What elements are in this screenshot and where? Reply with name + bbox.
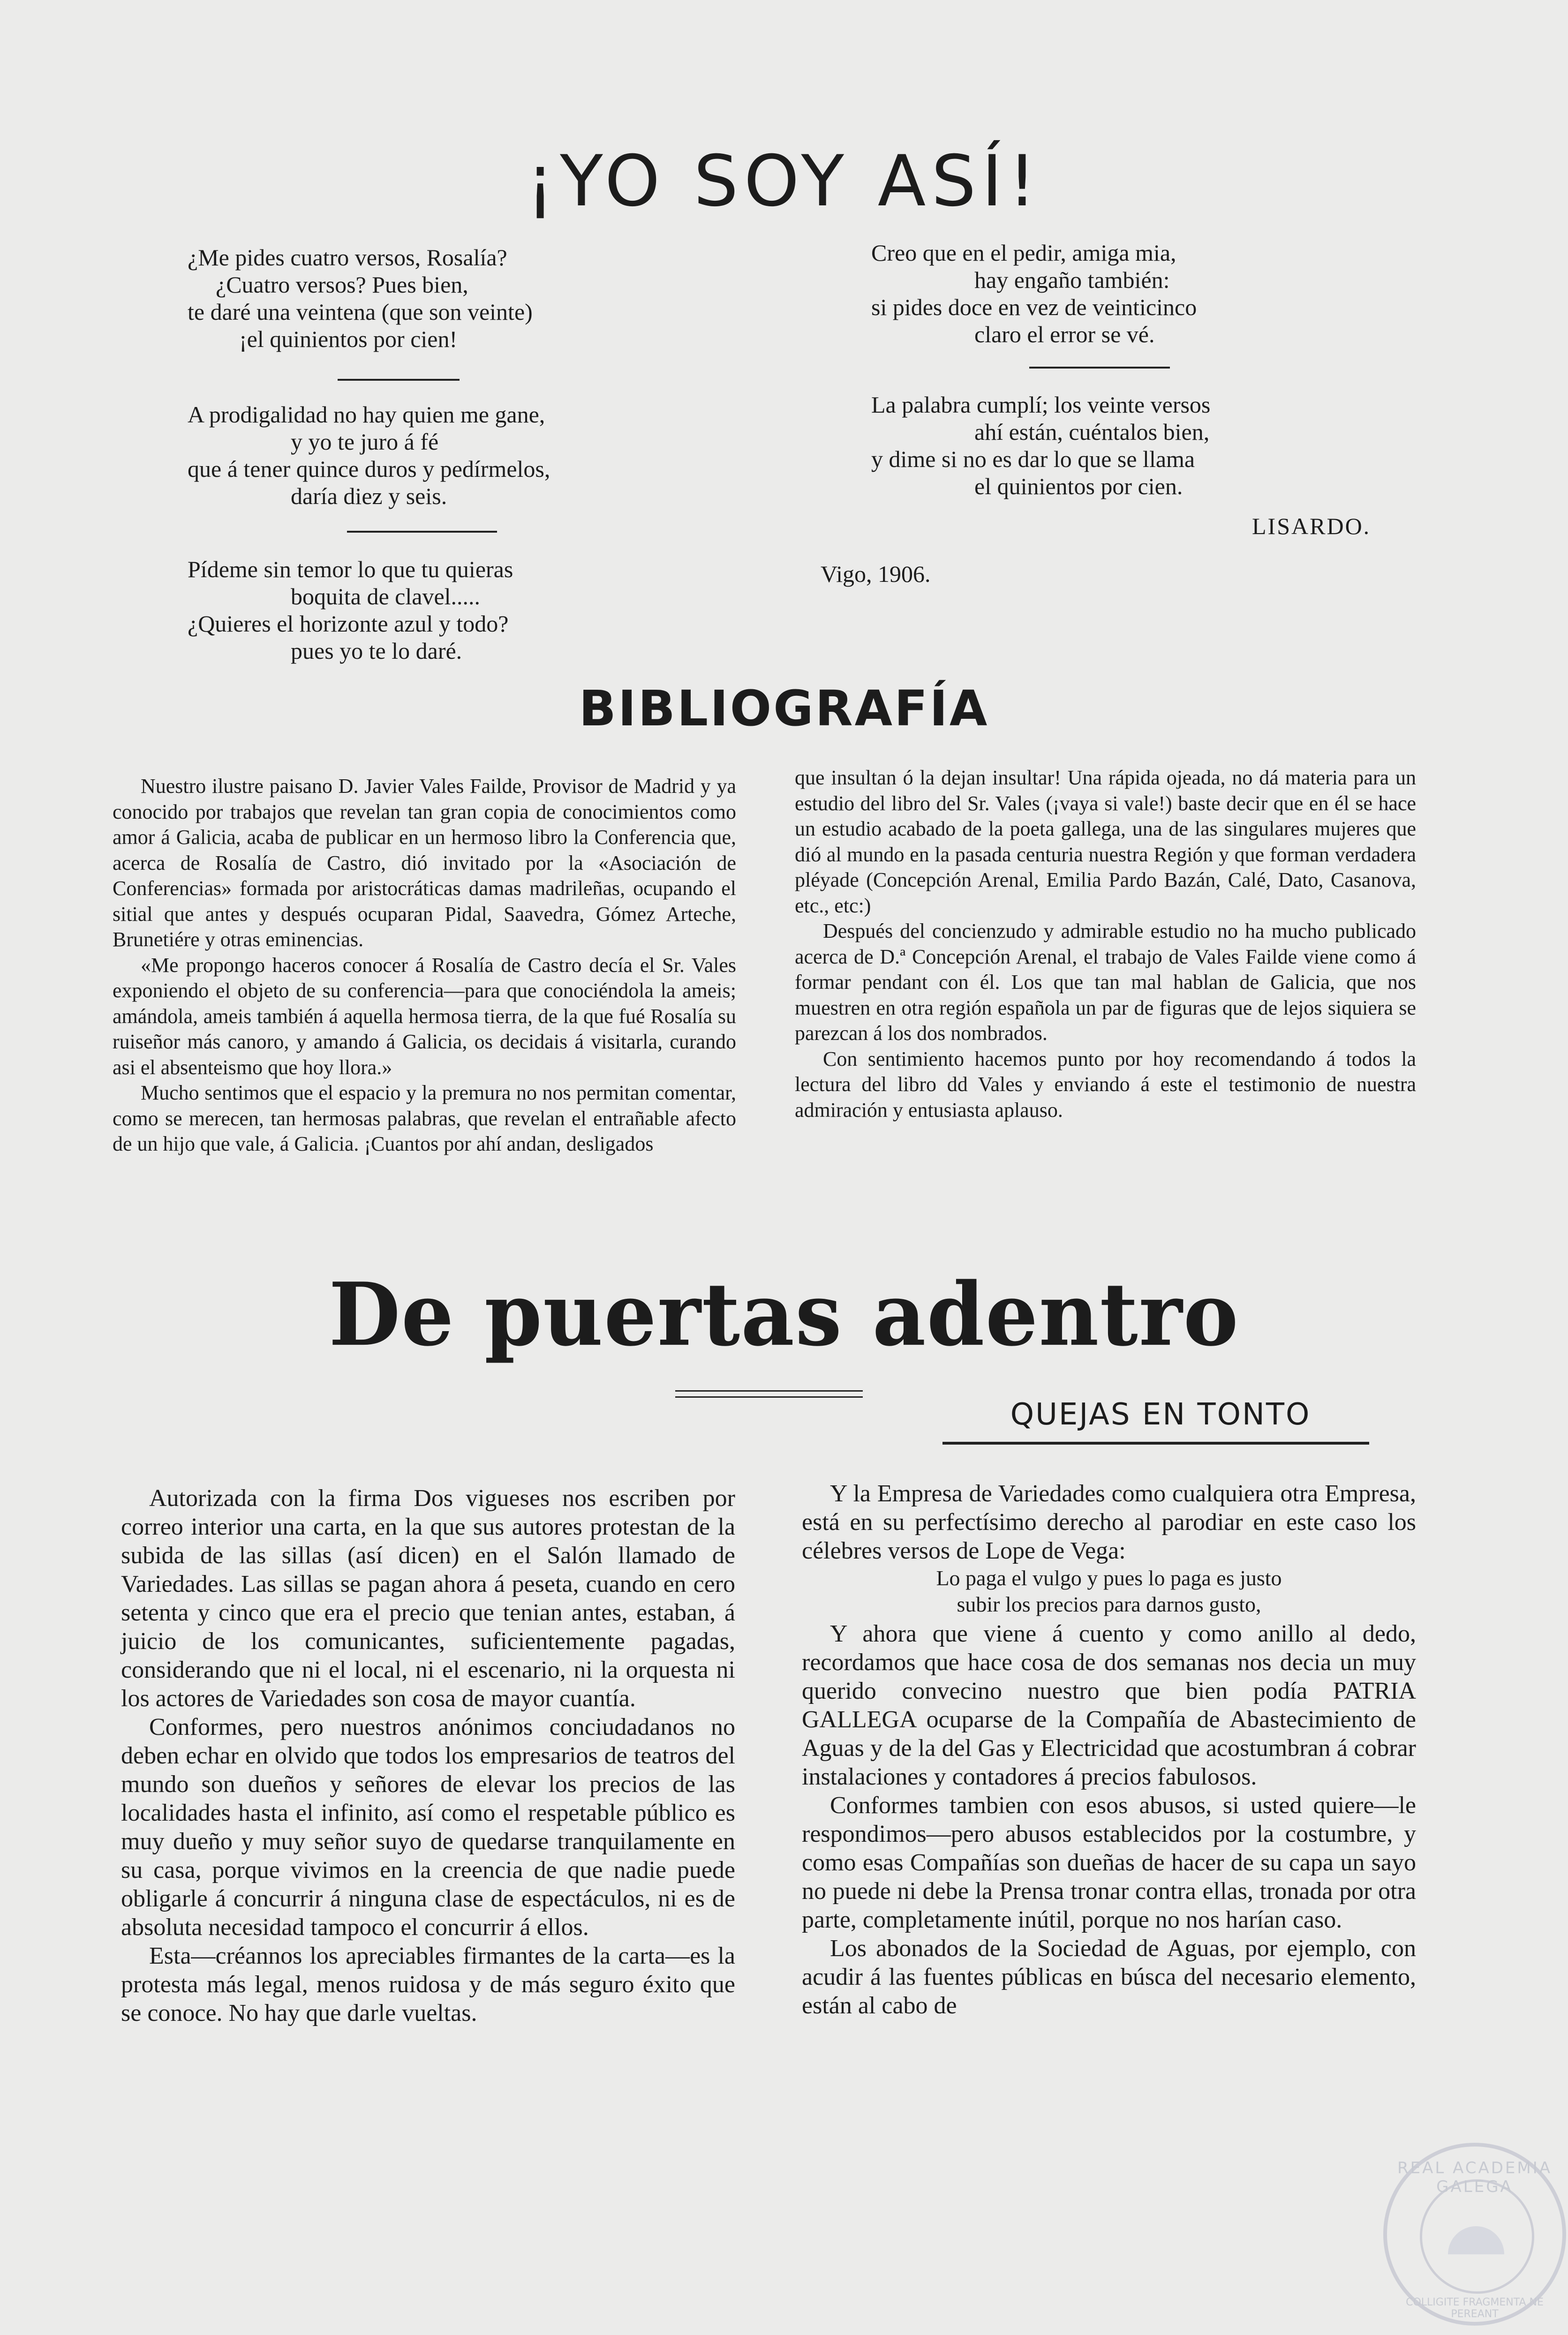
paragraph: Los abonados de la Sociedad de Aguas, por ejemplo, con acudir á las fuentes públicas en búsca del necesario elemento, están al cabo de <box>802 1935 1416 2019</box>
quote-line: subir los precios para darnos gusto, <box>957 1592 1261 1616</box>
verse-line: daría diez y seis. <box>291 483 447 509</box>
paragraph: Con sentimiento hacemos punto por hoy recomendando á todos la lectura del libro dd Vales y enviando á este el testimonio de nuestra admiración y entusiasta aplauso. <box>795 1047 1416 1122</box>
stanza-divider <box>347 531 497 533</box>
stamp-text-top: REAL ACADEMIA GALEGA <box>1397 2159 1553 2196</box>
paragraph: Y ahora que viene á cuento y como anillo al dedo, recordamos que hace cosa de dos semanas nos decia un muy querido convecino nuestro que bien podía PATRIA GALLEGA ocuparse de la Compañía de Abastecimiento de Aguas y de la del Gas y Electricidad que acostumbran á cobrar instalaciones y contadores á precios fabulosos. <box>802 1620 1416 1790</box>
paragraph: Nuestro ilustre paisano D. Javier Vales Failde, Provisor de Madrid y ya conocido por trabajos que revelan tan gran copia de conocimientos como amor á Galicia, acaba de publicar en un hermoso libro la Conferencia que, acerca de Rosalía de Castro, dió invitado por la «Asociación de Conferencias» formada por aristocráticas damas madrileñas, ocupando el sitial que antes y después ocuparan Pidal, Saavedra, Gómez Arteche, Brunetiére y otras eminencias. <box>113 775 736 951</box>
verse-line: claro el error se vé. <box>974 321 1155 347</box>
section-subtitle: QUEJAS EN TONTO <box>1010 1397 1311 1432</box>
poem-author: LISARDO. <box>1252 513 1371 539</box>
poem-right-stanza-1 <box>871 239 1197 348</box>
verse-line: ¡el quinientos por cien! <box>239 326 458 352</box>
stamp-text-bottom: COLLIGITE FRAGMENTA NE PEREANT <box>1406 2297 1544 2320</box>
verse-line: que á tener quince duros y pedírmelos, <box>188 456 550 482</box>
library-stamp <box>1383 2143 1566 2326</box>
verse-line: La palabra cumplí; los veinte versos <box>871 392 1211 418</box>
verse-line: te daré una veintena (que son veinte) <box>188 299 533 325</box>
verse-line: ¿Me pides cuatro versos, Rosalía? <box>188 244 507 271</box>
paragraph: que insultan ó la dejan insultar! Una rápida ojeada, no dá materia para un estudio del libro del Sr. Vales (¡vaya si vale!) baste decir que en él se hace un estudio acabado de la poeta gallega, una de las singulares mujeres que dió al mundo en la pasada centuria nuestra Región y que forman verdadera pléyade (Concepción Arenal, Emilia Pardo Bazán, Calé, Dato, Casanova, etc., etc:) <box>795 766 1416 917</box>
poem-place-date: Vigo, 1906. <box>821 561 931 587</box>
bibliografia-left-column <box>113 774 736 1157</box>
verse-line: boquita de clavel..... <box>291 583 481 610</box>
bibliografia-right-column <box>795 765 1416 1123</box>
subtitle-underline <box>942 1442 1369 1445</box>
verse-line: si pides doce en vez de veinticinco <box>871 294 1197 320</box>
poem-left-stanza-1 <box>188 244 533 353</box>
title-rule-bottom <box>675 1396 863 1398</box>
bibliografia-title: BIBLIOGRAFÍA <box>579 680 989 737</box>
section-title: De puertas adentro <box>329 1263 1239 1366</box>
paragraph: Después del concienzudo y admirable estudio no ha mucho publicado acerca de D.ª Concepción Arenal, el trabajo de Vales Failde viene como á formar pendant con él. Los que tan mal hablan de Galicia, que nos muestren en otra región española un par de figuras que de lejos siquiera se parezcan á los dos nombrados. <box>795 919 1416 1045</box>
paragraph: Mucho sentimos que el espacio y la premura no nos permitan comentar, como se merecen, tan hermosas palabras, que revelan el entrañable afecto de un hijo que vale, á Galicia. ¡Cuantos por ahí andan, desligados <box>113 1081 736 1155</box>
paragraph: Conformes tambien con esos abusos, si usted quiere—le respondimos—pero abusos establecidos por la costumbre, y como esas Compañías son dueñas de hacer de su capa un sayo no puede ni debe la Prensa tronar contra ellas, tronada por otra parte, completamente inútil, porque no nos harían caso. <box>802 1792 1416 1933</box>
paragraph: Autorizada con la firma Dos vigueses nos escriben por correo interior una carta, en la que sus autores protestan de la subida de las sillas (así dicen) en el Salón llamado de Variedades. Las sillas se pagan ahora á peseta, cuando en cero setenta y cinco que era el precio que tenian antes, estaban, á juicio de los comunicantes, suficientemente pagadas, considerando que ni el local, ni el escenario, ni la orquesta ni los actores de Variedades son cosa de mayor cuantía. <box>121 1485 735 1712</box>
poem-title: ¡YO SOY ASÍ! <box>526 141 1042 222</box>
paragraph: Y la Empresa de Variedades como cualquiera otra Empresa, está en su perfectísimo derecho al parodiar en este caso los célebres versos de Lope de Vega: <box>802 1480 1416 1564</box>
verse-line: ahí están, cuéntalos bien, <box>974 419 1210 445</box>
puertas-left-column <box>121 1484 735 2027</box>
stanza-divider <box>1029 367 1170 369</box>
verse-line: ¿Cuatro versos? Pues bien, <box>216 271 468 298</box>
verse-line: el quinientos por cien. <box>974 473 1183 499</box>
verse-line: pues yo te lo daré. <box>291 638 462 664</box>
paragraph: Esta—créannos los apreciables firmantes de la carta—es la protesta más legal, menos ruidosa y de más seguro éxito que se conoce. No hay que darle vueltas. <box>121 1943 735 2026</box>
poem-left-stanza-2 <box>188 401 550 510</box>
poem-right-stanza-2 <box>871 391 1210 500</box>
poem-left-stanza-3 <box>188 556 513 664</box>
verse-line: Pídeme sin temor lo que tu quieras <box>188 556 513 582</box>
verse-line: y yo te juro á fé <box>291 429 439 455</box>
paragraph: «Me propongo haceros conocer á Rosalía de Castro decía el Sr. Vales exponiendo el objeto de su conferencia—para que conociéndola la ameis; amándola, ameis también á aquella hermosa tierra, de la que fué Rosalía su ruiseñor más canoro, y amando á Galicia, os decidais á visitarla, curando asi el absenteismo que hoy llora.» <box>113 953 736 1079</box>
verse-line: hay engaño también: <box>974 267 1170 293</box>
verse-line: ¿Quieres el horizonte azul y todo? <box>188 610 509 637</box>
stanza-divider <box>338 379 460 381</box>
paragraph: Conformes, pero nuestros anónimos conciudadanos no deben echar en olvido que todos los empresarios de teatros del mundo son dueños y señores de elevar los precios de las localidades hasta el infinito, así como el respetable público es muy dueño y muy señor suyo de quedarse tranquilamente en su casa, porque vivimos en la creencia de que nadie puede obligarle á concurrir á ninguna clase de espectáculos, ni es de absoluta necesidad tampoco el concurrir á ellos. <box>121 1714 735 1941</box>
verse-line: Creo que en el pedir, amiga mia, <box>871 240 1176 266</box>
verse-line: A prodigalidad no hay quien me gane, <box>188 401 545 428</box>
title-rule-top <box>675 1390 863 1392</box>
verse-line: y dime si no es dar lo que se llama <box>871 446 1195 472</box>
puertas-right-column <box>802 1479 1416 2020</box>
quote-line: Lo paga el vulgo y pues lo paga es justo <box>936 1566 1282 1590</box>
